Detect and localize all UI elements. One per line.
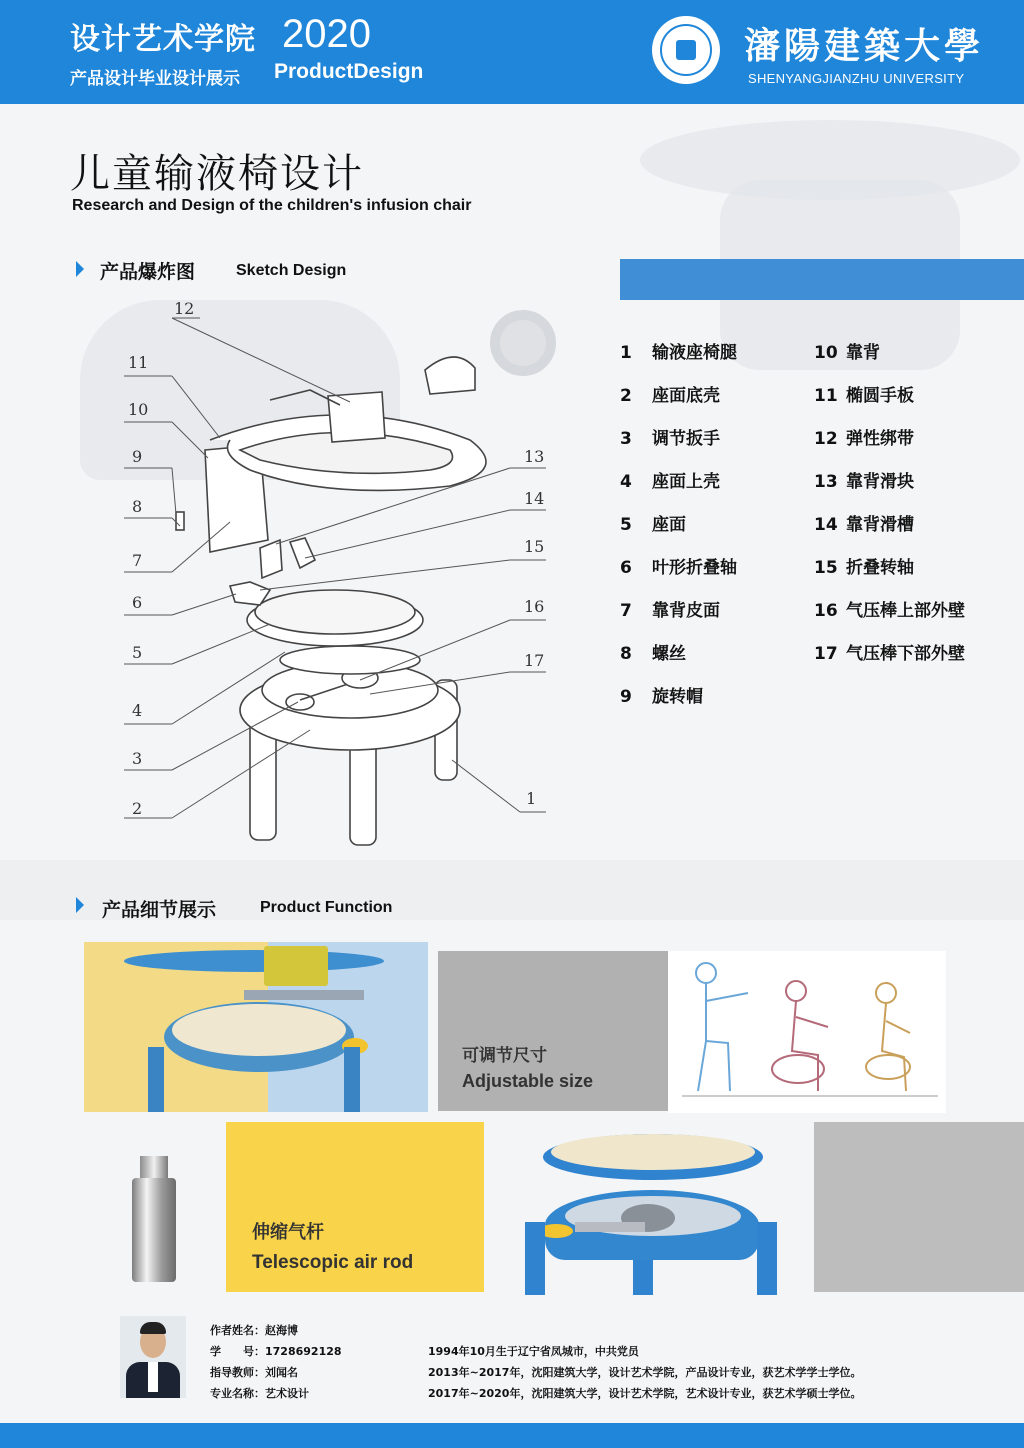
part-item: 3 调节扳手 — [620, 429, 720, 449]
part-item: 15 折叠转轴 — [814, 558, 914, 578]
section-arrow-icon — [76, 897, 84, 913]
callout-label: 12 — [174, 299, 195, 318]
section-title-en: Sketch Design — [236, 262, 347, 279]
part-item: 1 输液座椅腿 — [620, 343, 737, 363]
callout-label: 7 — [132, 551, 143, 570]
year: 2020 — [282, 12, 371, 56]
bio-line: 1994年10月生于辽宁省凤城市，中共党员 — [428, 1345, 639, 1358]
student-id: 学 号：1728692128 — [210, 1345, 342, 1358]
callout-label: 2 — [132, 799, 143, 818]
feature-label-en: Adjustable size — [462, 1071, 594, 1091]
school-name: 设计艺术学院 — [70, 22, 256, 57]
header-subtitle-en: ProductDesign — [274, 60, 424, 83]
section-title: 产品爆炸图 — [100, 261, 196, 283]
part-item: 8 螺丝 — [620, 644, 686, 664]
university-seal-icon — [652, 16, 720, 84]
part-item: 10 靠背 — [814, 343, 880, 363]
callout-label: 16 — [524, 597, 545, 616]
bio-line: 2013年~2017年，沈阳建筑大学，设计艺术学院，产品设计专业，获艺术学学士学位。 — [428, 1366, 862, 1379]
callout-label: 5 — [132, 643, 143, 662]
exploded-view-drawing — [110, 290, 560, 860]
page-subtitle: Research and Design of the children's infusion chair — [72, 197, 472, 214]
part-item: 5 座面 — [620, 515, 686, 535]
header-subtitle: 产品设计毕业设计展示 — [70, 69, 240, 89]
air-rod-image — [118, 1150, 198, 1290]
callout-label: 14 — [524, 489, 545, 508]
part-item: 16 气压棒上部外壁 — [814, 601, 965, 621]
detail-render-chair — [84, 942, 428, 1112]
callout-label: 10 — [128, 400, 149, 419]
grey-block — [814, 1122, 1024, 1292]
bio-line: 2017年~2020年，沈阳建筑大学，设计艺术学院，艺术设计专业，获艺术学硕士学位。 — [428, 1387, 862, 1400]
part-item: 4 座面上壳 — [620, 472, 720, 492]
callout-label: 13 — [524, 447, 545, 466]
major: 专业名称：艺术设计 — [210, 1387, 309, 1400]
ergonomics-figures — [668, 951, 946, 1113]
telescopic-rod-panel — [226, 1122, 484, 1292]
callout-label: 4 — [132, 701, 143, 720]
advisor: 指导教师：刘闻名 — [210, 1366, 298, 1379]
header-banner — [0, 0, 1024, 104]
part-item: 11 椭圆手板 — [814, 386, 914, 406]
callout-label: 11 — [128, 353, 149, 372]
part-item: 7 靠背皮面 — [620, 601, 720, 621]
feature-label: 可调节尺寸 — [462, 1046, 547, 1066]
callout-label: 1 — [526, 789, 537, 808]
callout-label: 3 — [132, 749, 143, 768]
callout-label: 6 — [132, 593, 143, 612]
part-item: 17 气压棒下部外壁 — [814, 644, 965, 664]
author-photo — [120, 1316, 186, 1398]
section-title-en: Product Function — [260, 899, 393, 916]
callout-label: 17 — [524, 651, 545, 670]
university-name: 瀋陽建築大學 — [744, 25, 985, 67]
feature-label-en: Telescopic air rod — [252, 1252, 414, 1273]
part-item: 13 靠背滑块 — [814, 472, 914, 492]
footer-bar — [0, 1423, 1024, 1448]
section-arrow-icon — [76, 261, 84, 277]
callout-label: 15 — [524, 537, 545, 556]
section-title: 产品细节展示 — [102, 899, 217, 921]
part-item: 14 靠背滑槽 — [814, 515, 914, 535]
callout-label: 9 — [132, 447, 143, 466]
part-item: 12 弹性绑带 — [814, 429, 914, 449]
page-title: 儿童输液椅设计 — [70, 151, 364, 197]
parts-list — [620, 338, 1010, 718]
feature-label: 伸缩气杆 — [252, 1222, 324, 1243]
part-item: 9 旋转帽 — [620, 687, 703, 707]
author-name: 作者姓名：赵海博 — [210, 1324, 298, 1337]
part-item: 2 座面底壳 — [620, 386, 720, 406]
adjustable-size-panel — [438, 951, 668, 1111]
seat-base-render — [525, 1130, 780, 1295]
university-name-en: SHENYANGJIANZHU UNIVERSITY — [748, 71, 965, 86]
accent-bar — [620, 259, 1024, 300]
callout-label: 8 — [132, 497, 143, 516]
part-item: 6 叶形折叠轴 — [620, 558, 737, 578]
